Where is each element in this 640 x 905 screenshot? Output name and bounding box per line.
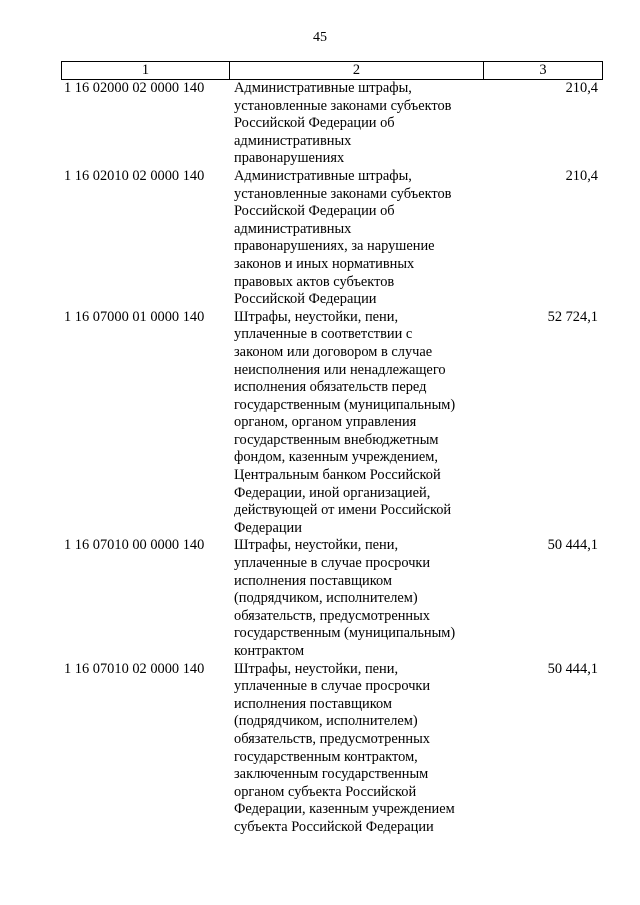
budget-code: 1 16 07010 02 0000 140 [64, 660, 205, 677]
row-description: Административные штрафы, установленные законами субъектов Российской Федерации об административных правонарушениях [234, 80, 452, 167]
row-amount: 210,4 [565, 80, 598, 96]
column-header-1: 1 [62, 62, 230, 79]
row-description: Штрафы, неустойки, пени, уплаченные в соответствии с законом или договором в случае неисполнения или ненадлежащего исполнения обязательств перед государственным (муниципальным) органом, органом управления государственным внебюджетным фондом, казенным учреждением, Центральным банком Российской Федерации, иной организацией, действующей от имени Российской Федерации [234, 308, 456, 536]
column-header-3: 3 [539, 62, 547, 78]
table-row [61, 80, 603, 168]
row-amount: 50 444,1 [547, 660, 598, 677]
table-row [61, 661, 603, 837]
budget-code: 1 16 02010 02 0000 140 [64, 167, 205, 184]
budget-code: 1 16 07000 01 0000 140 [64, 308, 205, 325]
row-amount: 50 444,1 [547, 537, 598, 554]
row-amount: 52 724,1 [547, 308, 598, 325]
budget-code: 1 16 02000 02 0000 140 [64, 80, 205, 96]
row-description: Штрафы, неустойки, пени, уплаченные в случае просрочки исполнения поставщиком (подрядчиком, исполнителем) обязательств, предусмотренных государственным (муниципальным) контрактом [234, 537, 456, 659]
row-description: Штрафы, неустойки, пени, уплаченные в случае просрочки исполнения поставщиком (подрядчиком, исполнителем) обязательств, предусмотренных государственным контрактом, заключенным государственным органом субъекта Российской Федерации, казенным учреждением субъекта Российской Федерации [234, 660, 455, 835]
row-description: Административные штрафы, установленные законами субъектов Российской Федерации об административных правонарушениях, за нарушение законов и иных нормативных правовых актов субъектов Российской Федерации [234, 167, 452, 308]
budget-code: 1 16 07010 00 0000 140 [64, 537, 205, 554]
revenue-table [61, 61, 603, 837]
table-row [61, 309, 603, 538]
table-row [61, 168, 603, 309]
column-header-2: 2 [230, 62, 484, 79]
table-row [61, 537, 603, 660]
table-header-row [61, 61, 603, 80]
page-number: 45 [313, 30, 327, 45]
row-amount: 210,4 [565, 167, 598, 184]
